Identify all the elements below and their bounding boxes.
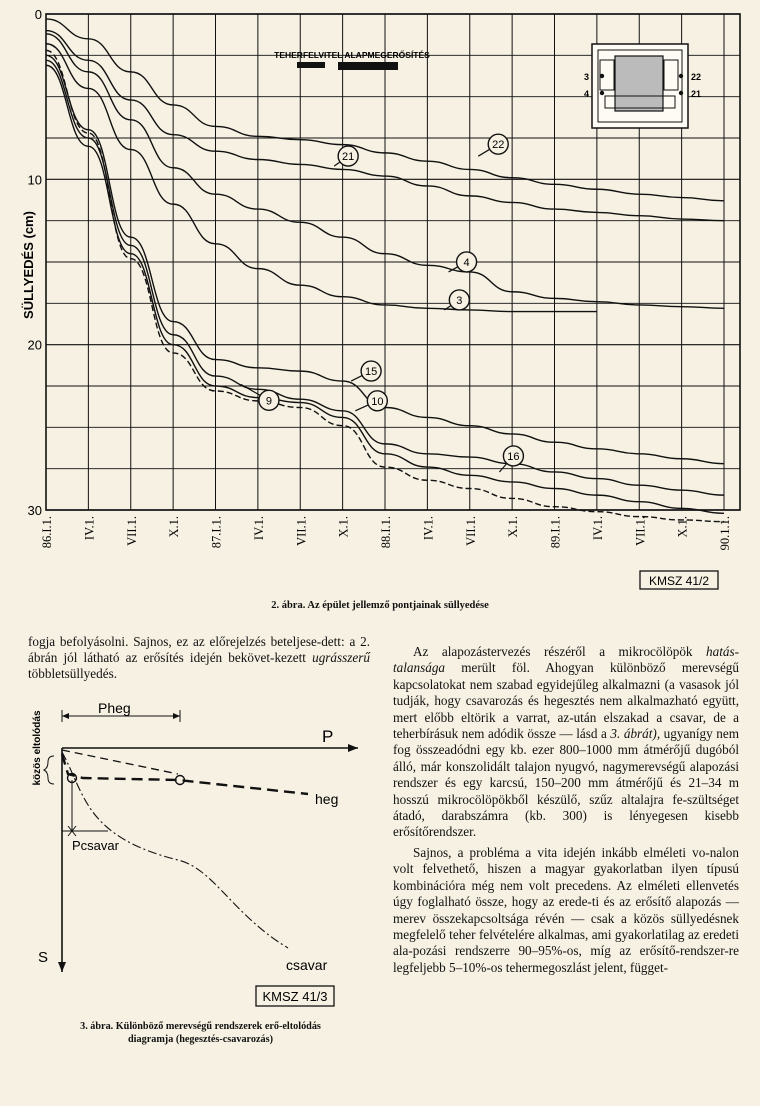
heg-curve: [62, 754, 308, 794]
p1-a: Az alapozástervezés részéről a mikrocölöpök: [413, 644, 707, 659]
inset-label-4: 4: [584, 89, 590, 99]
p-heg-label: Pheg: [98, 700, 131, 716]
y-tick-label: 10: [27, 172, 42, 188]
y-tick-label: 30: [27, 503, 42, 518]
right-paragraph-1: [393, 644, 739, 841]
inset-label-21: 21: [691, 89, 702, 99]
label-text-10: 10: [371, 395, 384, 408]
label-text-15: 15: [364, 366, 378, 379]
legend-bar-reinforcement: [338, 62, 398, 70]
x-tick-label: VII.1.: [124, 516, 139, 546]
y-axis-label: SÜLLYEDÉS (cm): [21, 211, 36, 319]
left-text-em: ugrásszerű: [312, 650, 370, 665]
left-text-before: fogja befolyásolni. Sajnos, ez az előrejelzés beteljese-dett: a 2. ábrán jól látható az erősítés idején bekövet-kezett: [28, 634, 370, 665]
x-tick-label: 88.I.1.: [379, 516, 393, 549]
legend-bar-load: [297, 62, 325, 68]
p-csavar-label: Pcsavar: [72, 838, 119, 853]
label-text-3: 3: [456, 294, 463, 307]
p1-em2: 3. ábrát),: [610, 726, 661, 742]
p1-b: merült föl. Ahogyan különböző merevségű kapcsolatokat nem szabad egyidejűleg alkalmazni (a vasasok jól tudják, hogy csavarozás és hegesztés nem alkalmazható együtt, mert előbb eltörik a varrat, az-után elszakad a csavar, de a teherbírásuk nem adódik össze — lásd a: [393, 660, 739, 742]
x-tick-label: IV.1.: [82, 516, 97, 541]
x-tick-label: VII.1.: [633, 516, 648, 546]
building-plan-inset: [584, 44, 701, 128]
s-axis-label: S: [38, 949, 49, 966]
y-tick-label: 20: [27, 337, 42, 353]
x-tick-label: 86.I.1.: [40, 516, 54, 549]
force-displacement-diagram: [28, 700, 373, 1020]
x-tick-label: 87.I.1.: [209, 516, 224, 549]
figure2-caption: 2. ábra. Az épület jellemző pontjainak süllyedése: [271, 600, 489, 611]
label-text-21: 21: [342, 151, 355, 164]
left-text: [28, 634, 370, 682]
fig3-ylabel: közös eltolódás: [32, 710, 43, 786]
x-tick-label: IV.1.: [251, 516, 266, 541]
left-text-after: többletsüllyedés.: [28, 666, 118, 681]
x-tick-label: VII.1.: [463, 516, 478, 546]
x-tick-label: 90.1.1.: [718, 516, 732, 551]
heg-label: heg: [315, 791, 339, 807]
legend-text: TEHERFELVITEL ALAPMEGERŐSÍTÉS: [274, 50, 430, 60]
label-text-4: 4: [463, 256, 470, 269]
p1-em: hatás-talansága: [393, 644, 739, 676]
x-tick-label: 89.I.1.: [548, 516, 563, 549]
csavar-label: csavar: [286, 957, 328, 973]
label-text-16: 16: [507, 450, 520, 463]
figure3-caption-line2: diagramja (hegesztés-csavarozás): [128, 1034, 273, 1045]
inset-label-3: 3: [584, 72, 590, 82]
figure3-caption: [28, 1020, 373, 1046]
y-tick-label: 0: [34, 7, 42, 22]
x-tick-label: IV.1.: [421, 516, 436, 541]
right-text: [393, 644, 739, 980]
figure3-caption-line1: 3. ábra. Különböző merevségű rendszerek erő-eltolódás: [80, 1021, 321, 1032]
right-paragraph-2: Sajnos, a probléma a vita idején inkább elméleti vo-nalon volt felvethető, hiszen a magyar gyakorlatban ilyen típusú kombinációra még nem volt precedens. Az elméleti ellenvetés úgy foglalható össze, hogy az erede-ti és az erősítő alapozás — merev összekapcsoltsága révén — csak a közös süllyedésnek megfelelő teher felvételére alkalmas, ami gyakorlatilag az eredeti ala-pozási rendszerre 90–95%-os, míg az erősítő-rendszer-re legfeljebb 5–10%-os tehermegoszlást jelent, függet-: [393, 844, 739, 975]
legend: [274, 49, 430, 70]
kmsz-label: KMSZ 41/2: [648, 574, 710, 588]
x-tick-label: X.1.: [167, 516, 182, 538]
x-tick-label: X.1.: [506, 516, 521, 538]
x-tick-label: X.1.: [675, 516, 690, 538]
label-text-9: 9: [265, 395, 272, 408]
kmsz-label-3: KMSZ 41/3: [262, 989, 328, 1004]
inset-label-22: 22: [691, 72, 702, 82]
label-text-22: 22: [492, 139, 505, 152]
p-axis-label: P: [322, 727, 334, 746]
x-tick-label: IV.1.: [590, 516, 605, 541]
x-tick-label: X.1.: [336, 516, 351, 538]
p1-c: ugyanígy nem fog összeadódni egy kb. ezer 800–1000 mm átmérőjű dugóból álló, már konszolidált talajon nyugvó, nagymerevségű alapozási rendszer és egy karcsú, 150–200 mm átmérőjű és 21–34 m hosszú mikrocölöpökből készülő, szűz altalajra fe-szültséget átadó, darabszámra (kb. 300) is lényegesen kisebb erősítőrendszer.: [393, 726, 739, 840]
x-tick-label: VII.1.: [294, 516, 309, 546]
